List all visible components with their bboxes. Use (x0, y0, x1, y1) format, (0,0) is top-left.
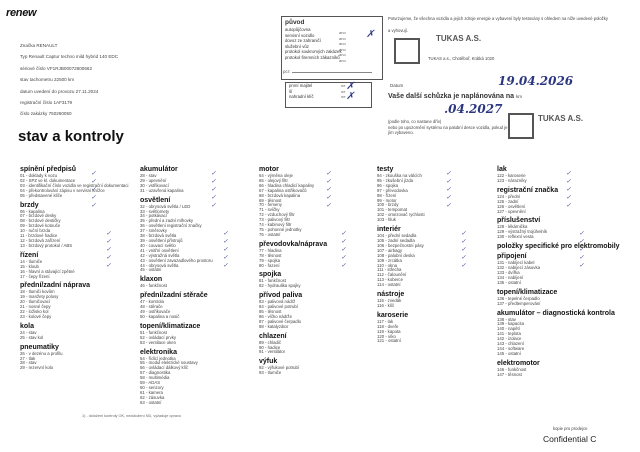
checklist-item: 63 - ostatní (140, 399, 162, 405)
checklist-item: 42 - výstražná světla (140, 252, 180, 258)
pcr-field (283, 69, 372, 74)
checklist-item: 28 - stav (140, 173, 157, 178)
confirmation-text: Potvrzujeme, že všechna vozidla a jejich zdroje energie a vybavení byly testovány s ohledem na níže uvedené položky (388, 16, 608, 21)
checklist-item: 57 - diagnostika (140, 370, 171, 376)
checklist-item: 34 - potkávací (140, 213, 167, 219)
vehicle-brand-field: Značka RENAULT (20, 43, 58, 48)
checklist-item: 12 - brzdová zařízení (20, 237, 61, 243)
checklist-item: 60 - senzory (140, 385, 164, 390)
section-heading: výfuk (259, 358, 278, 366)
checklist-item: 90 - hadice (259, 344, 281, 350)
section-heading: přívod paliva (259, 292, 303, 300)
checklist-item: 105 - zadní sedadla (377, 237, 415, 243)
section-heading: lak (497, 166, 507, 173)
checklist-column (20, 163, 128, 371)
checklist-column (497, 163, 620, 378)
handwritten-check-icon: ✗ (346, 81, 355, 92)
checklist-item: 139 - kapacita (497, 321, 524, 327)
checklist-item: 94 - zkouška na válcích (377, 173, 422, 178)
checklist-item: 10 - ruční brzda (20, 228, 51, 234)
checklist-item: 146 - funkčnost (497, 366, 527, 372)
prev-owner-row: ší (289, 88, 293, 94)
vehicle-vin-field: sériové číslo VF1RJB00072800662 (20, 65, 93, 71)
checklist-item: 102 - omezovač rychlosti (377, 212, 425, 218)
checklist-item: 76 - ostatní (259, 231, 281, 237)
ownership-value: ano (339, 41, 346, 46)
checklist-item: 38 - brzdová světla (140, 233, 177, 239)
checklist-item: 109 - zrcátka (377, 257, 402, 263)
checklist-item: 36 - osvětlení registrační značky (140, 223, 202, 229)
prev-owner-row: první majitel (289, 83, 313, 88)
checklist-item: 43 - osvětlení zavazadlového prostoru (140, 257, 213, 263)
section-heading: topení/klimatizace (140, 322, 201, 330)
ownership-title: původ (285, 19, 305, 26)
checklist-item: 04 - překontrolování zápisu v servisní knížce (20, 187, 105, 193)
checklist-item: 93 - tlumiče (259, 370, 282, 376)
checklist-item: 133 - dvířka (497, 269, 520, 275)
section-heading: kola (20, 322, 35, 330)
checklist-item: 95 - zkušební jízda (377, 177, 414, 183)
ownership-value: ano (339, 30, 346, 35)
ownership-row: servisní vozidlo (285, 32, 315, 38)
checklist-item: 29 - rezervní kolo (20, 365, 54, 371)
checklist-item: 29 - upevnění (140, 177, 167, 183)
checklist-item: 104 - přední sedadla (377, 233, 417, 239)
checklist-item: 87 - palivové čerpadlo (259, 318, 302, 324)
previous-owner-box (285, 82, 372, 108)
confirmation-block (388, 16, 610, 146)
checklist-item: 06 - kapalina (20, 208, 45, 214)
vehicle-registration-date-field: datum uvedení do provozu 27.11.2024 (20, 88, 99, 94)
handwritten-mark-icon: ✓✓✓✓✓ (90, 170, 96, 210)
checklist-item: 131 - nabíjecí kabel (497, 260, 535, 266)
checklist-item: 126 - osvětlení (497, 203, 526, 209)
checklist-item: 51 - funkčnost (140, 329, 167, 335)
checklist-item: 27 - tlak (20, 355, 36, 361)
section-heading: elektromotor (497, 359, 540, 367)
section-heading: položky specifické pro elektromobily (497, 243, 620, 251)
checklist-item: 25 - stav kol (20, 334, 44, 340)
checklist-item: 89 - chladič (259, 339, 281, 345)
checklist-item: 49 - ostřikovače (140, 309, 171, 315)
checklist-item: 130 - reflexní vesta (497, 234, 534, 240)
handwritten-mark-icon: ✓✓✓✓✓ (105, 230, 111, 270)
section-heading: řízení (20, 251, 39, 259)
section-heading: přední/zadní stěrače (140, 292, 208, 300)
checklist-item: 128 - lékárnička (497, 224, 528, 230)
checklist-item: 118 - dveře (377, 323, 399, 329)
checklist-item: 65 - olejový filtr (259, 177, 288, 183)
checklist-item: 106 - bezpečnostní pásy (377, 242, 424, 248)
ownership-row: dovoz ze zahraničí (285, 38, 321, 43)
checklist-item: 67 - kapalina ostřikovačů (259, 187, 307, 193)
checklist-item: 62 - zásuvka (140, 394, 165, 400)
checklist-item: 119 - kapota (377, 328, 401, 334)
checklist-item: 98 - řízení (377, 192, 397, 198)
checklist-item: 92 - výfukové potrubí (259, 365, 300, 371)
checklist-item: 47 - kontrola (140, 299, 164, 305)
pcr-label: pcr: (283, 69, 291, 74)
section-heading: brzdy (20, 201, 39, 209)
checklist-item: 88 - katalyzátor (259, 323, 289, 329)
checklist-item: 56 - ovládací dálkový klíč (140, 365, 189, 371)
checklist-item: 71 - svíčky (259, 207, 280, 213)
checklist-item: 68 - brzdová kapalina (259, 192, 301, 198)
checklist-item: 111 - střecha (377, 267, 402, 273)
checklist-item: 80 - řazení (259, 262, 280, 268)
checklist-item: 05 - představené klíče (20, 192, 63, 198)
checklist-item: 39 - osvětlení přístrojů (140, 237, 183, 243)
checklist-item: 26 - v dezénu a profilu (20, 350, 63, 356)
checklist-item: 134 - nabíjení (497, 274, 524, 280)
handwritten-mark-icon: ✓✓✓✓✓ (565, 170, 571, 210)
page-title: stav a kontroly (18, 128, 124, 145)
checklist-item: 75 - pohonné jednotky (259, 226, 302, 232)
checklist-item: 147 - těsnost (497, 371, 522, 377)
checklist-item: 16 - hlavní a stávající zpětné (20, 268, 75, 274)
checklist-item: 03 - identifikační číslo vozidla ve registrační dokumentaci (20, 182, 129, 188)
ownership-row: protokol firemních zákazníků (285, 54, 340, 60)
checklist-item: 116 - klíč (377, 302, 395, 308)
vehicle-type-field: Typ Renault Captur techno mild hybrid 140 EDC (20, 54, 119, 60)
checklist-item: 84 - palivové potrubí (259, 304, 298, 310)
confirmation-text: a vyhovují. (388, 28, 409, 33)
ownership-row: autopůjčovna (285, 27, 311, 32)
checklist-column (140, 163, 213, 406)
confidential-label: Confidential C (543, 434, 597, 444)
checklist-item: 125 - zadní (497, 198, 519, 204)
checklist-item: 114 - ostatní (377, 282, 401, 288)
checklist-item: 01 - doklady k vozu (20, 173, 58, 178)
section-heading: karoserie (377, 311, 409, 319)
checklist-item: 20 - tlumičovací (20, 299, 51, 305)
checklist-item: 85 - těsnost (259, 309, 282, 315)
checklist-item: 82 - hydraulika spojky (259, 283, 301, 289)
handwritten-mark-icon: ✓✓✓✓✓ (222, 230, 228, 270)
checklist-item: 91 - ventilátor (259, 349, 286, 355)
checklist-item: 135 - ostatní (497, 279, 521, 285)
confirmation-note: nebo po upozornění systému na palubní desce vozidla, pokud je jím vybaveno. (388, 125, 508, 135)
section-heading: akumulátor (140, 166, 178, 173)
ownership-value: ano (339, 58, 346, 63)
section-heading: pneumatiky (20, 343, 59, 351)
checklist-item: 23 - kolové čepy (20, 313, 52, 319)
handwritten-check-icon: ✗ (366, 29, 375, 40)
checklist-item: 13 - brzdový protokol / ABS (20, 242, 73, 248)
checklist-item: 123 - nárazníky (497, 177, 527, 183)
stamp-company: TUKAS A.S. (538, 114, 584, 123)
checklist-item: 112 - čalounění (377, 272, 407, 278)
checklist-item: 53 - ventilace oken (140, 339, 177, 345)
checklist-item: 48 - stěrače (140, 304, 163, 310)
checklist-item: 113 - koberce (377, 277, 403, 283)
handwritten-next-date: .04.2027 (444, 102, 503, 116)
handwritten-mark-icon: ✓✓✓✓✓ (340, 230, 346, 270)
checklist-item: 22 - ložisko kol (20, 309, 49, 315)
section-heading: připojení (497, 253, 527, 261)
vehicle-info (20, 40, 118, 120)
checklist-item: 58 - multimédia (140, 375, 170, 381)
prev-value: ne (341, 83, 346, 88)
checklist-item: 31 - uzavřená kapalina (140, 187, 184, 193)
checklist-item: 37 - směrovky (140, 228, 167, 234)
checklist-item: 138 - stav (497, 316, 516, 322)
checklist-item: 96 - spojka (377, 182, 399, 188)
vehicle-order-field: číslo zakázky 750260050 (20, 111, 72, 117)
checklist-item: 108 - palubní deska (377, 252, 415, 258)
checklist-item: 40 - couvací světlo (140, 242, 176, 248)
checklist-item: 24 - stav (20, 329, 37, 335)
ownership-value: ano (339, 52, 346, 57)
checklist-item: 124 - přední (497, 193, 521, 199)
checklist-item: 33 - světlomety (140, 208, 170, 214)
checklist-item: 64 - výměna oleje (259, 173, 293, 178)
vehicle-plate-field: registrační číslo 1AF3179 (20, 100, 73, 106)
checklist-item: 77 - hladina (259, 247, 282, 253)
checklist-item: 28 - stav (20, 360, 37, 366)
checklist-item: 07 - brzdové desky (20, 213, 57, 219)
ownership-row: služební vůz (285, 43, 309, 49)
copy-label: kopie pro prodejce (553, 426, 588, 431)
checklist-item: 115 - zvedák (377, 298, 402, 304)
handwritten-mark-icon: ✓✓✓✓✓ (445, 170, 451, 210)
checklist-item: 46 - funkčnost (140, 283, 167, 289)
section-heading: příslušenství (497, 217, 541, 225)
footer-note: 1) - doložení kontroly OK, nedoložení ND, vyžaduje opravu (82, 414, 181, 418)
checklist-item: 86 - víčko nádrže (259, 313, 292, 319)
checklist-item: 121 - ostatní (377, 338, 401, 344)
checklist-item: 44 - obrysová světla (140, 262, 179, 268)
section-heading: převodovka/náprava (259, 240, 328, 248)
checklist-item: 97 - převodovka (377, 187, 408, 193)
renault-logo-icon (508, 113, 534, 139)
vehicle-mileage-field: stav tachometru 22500 km (20, 77, 75, 83)
brand-logo: renew (6, 7, 37, 19)
checklist-item: 129 - výstražný trojúhelník (497, 229, 548, 235)
checklist-item: 120 - víko (377, 333, 396, 339)
section-heading: akumulátor – diagnostická kontrola (497, 309, 615, 317)
section-heading: spínění předpisů (20, 166, 77, 173)
handwritten-mark-icon: ✓✓✓✓✓ (210, 170, 216, 210)
checklist-item: 83 - palivová nádrž (259, 299, 296, 305)
checklist-item: 117 - lak (377, 318, 394, 324)
checklist-item: 103 - hluk (377, 217, 396, 223)
checklist-item: 15 - kloub (20, 263, 39, 269)
checklist-item: 136 - tepelné čerpadlo (497, 295, 540, 301)
checklist-item: 59 - ADAS (140, 380, 161, 386)
checklist-item: 08 - brzdové destičky (20, 218, 61, 224)
ownership-value: ano (339, 47, 346, 52)
section-heading: interiér (377, 226, 401, 234)
section-heading: elektronika (140, 348, 177, 356)
checklist-item: 72 - vzduchový filtr (259, 212, 295, 218)
checklist-item: 11 - brzdové hadice (20, 233, 58, 239)
prev-value: ne (341, 94, 346, 99)
checklist-item: 100 - brzdy (377, 202, 399, 208)
prev-value: ne (341, 89, 346, 94)
handwritten-mark-icon: ✓✓✓✓✓ (460, 230, 466, 270)
section-heading: testy (377, 166, 394, 173)
section-heading: přední/zadní náprava (20, 282, 91, 290)
section-heading: motor (259, 166, 279, 173)
checklist-item: 54 - řídící jednotka (140, 355, 176, 361)
handwritten-mark-icon: ✓✓✓✓✓ (578, 230, 584, 270)
checklist-item: 66 - hladina chladicí kapaliny (259, 182, 315, 188)
section-heading: spojka (259, 271, 282, 279)
stamp-company: TUKAS A.S. (436, 34, 482, 43)
checklist-item: 19 - manžety polosy (20, 294, 59, 300)
section-heading: osvětlení (140, 196, 171, 204)
confirmation-note: (podle toho, co nastane dřív) (388, 119, 442, 124)
checklist-item: 107 - airbagy (377, 247, 403, 253)
handwritten-date: 19.04.2026 (498, 74, 574, 88)
checklist-item: 02 - SPZ ve kl. dokumentace (20, 177, 76, 183)
section-heading: topení/klimatizace (497, 288, 558, 296)
km-label: km (516, 94, 522, 99)
checklist-item: 81 - funkčnost (259, 278, 286, 284)
checklist-item: 09 - brzdové kotouče (20, 223, 61, 229)
checklist-item: 35 - přední a zadní mlhovky (140, 218, 194, 224)
section-heading: registrační značka (497, 186, 559, 194)
checklist-item: 110 - okna (377, 262, 397, 268)
checklist-item: 41 - vnitřní osvětlení (140, 247, 179, 253)
checklist-item: 70 - řemeny (259, 202, 282, 208)
checklist-item: 21 - nosné čepy (20, 304, 51, 310)
ownership-row: protokol soukromých zakázek (285, 49, 342, 54)
next-appointment: Vaše další schůzka je naplánována na (388, 93, 515, 100)
checklist-item: 73 - palivový filtr (259, 217, 291, 223)
section-heading: klaxon (140, 276, 163, 284)
checklist-item: 79 - spojka (259, 257, 281, 263)
checklist-item: 55 - modul elektrické soustavy (140, 360, 198, 366)
checklist-item: 14 - tlumiče (20, 258, 43, 264)
checklist-item: 142 - izolace (497, 336, 522, 342)
checklist-item: 78 - těsnost (259, 252, 282, 258)
handwritten-check-icon: ✗ (346, 91, 355, 102)
checklist-item: 74 - kabinový filtr (259, 222, 292, 228)
checklist-item: 137 - předtemperování (497, 300, 541, 306)
checklist-item: 61 - kamera (140, 389, 163, 395)
checklist-item: 132 - nabíjecí zásuvka (497, 265, 540, 271)
checklist-item: 101 - tempomat (377, 207, 408, 213)
section-heading: nástroje (377, 291, 405, 299)
checklist-item: 127 - upevnění (497, 208, 526, 214)
checklist-item: 140 - napětí (497, 326, 520, 332)
checklist-item: 144 - software (497, 345, 525, 351)
confirmation-address: TUKAS a.s., Chotěboř, Krátká 1020 (428, 56, 495, 61)
checklist-item: 30 - vstřikovací (140, 182, 169, 188)
checklist-column (377, 163, 425, 344)
date-label: Datum (390, 83, 404, 88)
checklist-column (259, 163, 327, 376)
checklist-item: 50 - kapalina a nosič (140, 313, 180, 319)
prev-owner-row: nahradní klíč (289, 94, 314, 100)
section-heading: chlazení (259, 332, 287, 340)
renault-logo-icon (394, 38, 420, 64)
checklist-item: 17 - čepy řízení (20, 273, 50, 279)
checklist-item: 122 - karoserie (497, 173, 526, 178)
checklist-item: 145 - ostatní (497, 350, 521, 356)
checklist-item: 99 - motor (377, 197, 397, 203)
checklist-item: 32 - obrysová světla / LED (140, 203, 191, 209)
ownership-value: ano (339, 36, 346, 41)
checklist-item: 141 - teplota (497, 331, 521, 337)
checklist-item: 45 - ostatní (140, 267, 162, 273)
checklist-item: 69 - těsnost (259, 197, 282, 203)
checklist-item: 143 - chlazení (497, 341, 524, 347)
checklist-item: 52 - ovládací prvky (140, 334, 177, 340)
checklist-item: 18 - tlumiči kovům (20, 289, 55, 295)
handwritten-mark-icon: ✓✓✓✓✓ (325, 170, 331, 210)
